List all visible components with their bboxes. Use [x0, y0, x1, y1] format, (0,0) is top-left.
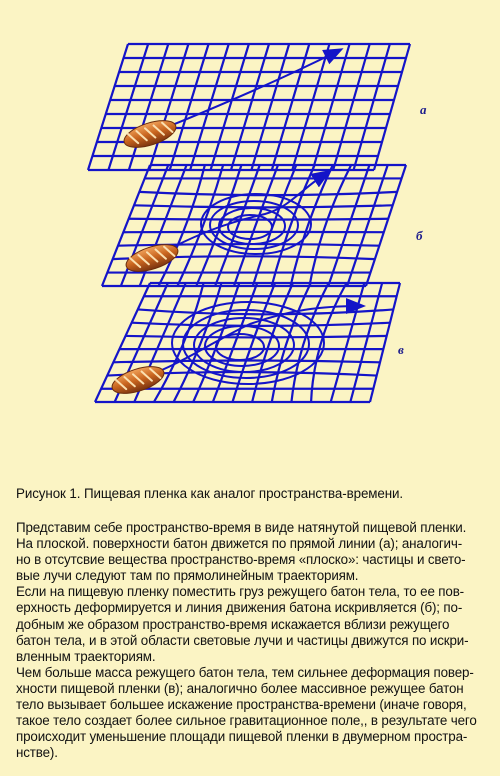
panel-label-b: б [416, 228, 423, 243]
paragraph: Чем больше масса режущего батон тела, тем сильнее деформация повер- хности пищевой пленки (в); аналогично более массивное режущее батон тело вызывает большее искажение пространства-времени (иначе говоря, такое тело создает более сильное гравитационное поле,, в результате чего происходит уменьшение площади пищевой пленки в двумерном простра- нстве). [16, 664, 477, 761]
grid-line [309, 165, 351, 286]
figure-caption: Рисунок 1. Пищевая пленка как аналог пространства-времени. [16, 486, 404, 501]
grid-line [190, 44, 229, 170]
panel-label-v: в [398, 342, 404, 357]
grid-line [129, 219, 389, 220]
panel-label-a: а [420, 102, 427, 117]
grid-line [374, 44, 410, 170]
bread-loaf-icon [121, 115, 179, 153]
body-text [16, 520, 492, 761]
deformation-ring [183, 310, 309, 378]
grid-line [331, 283, 365, 402]
grid-line [272, 44, 309, 170]
grid-line [333, 44, 370, 170]
grid-line [170, 44, 209, 170]
grid-line [292, 44, 329, 170]
grid-panel [88, 44, 410, 170]
grid-line [231, 44, 269, 170]
grid-panel [102, 165, 406, 286]
grid-line [347, 165, 388, 286]
grid-line [366, 165, 406, 286]
grid-line [149, 44, 188, 170]
paragraph: Представим себе пространство-время в виде натянутой пищевой пленки. На плоской. поверхности батон движется по прямой линии (а); аналогич- но в отсутсвие вещества пространство-время «плоско»: частицы и свето- вые лучи следуют там по прямолинейным траекториям. [16, 520, 467, 584]
grid-line [370, 283, 400, 402]
grid-line [129, 44, 168, 170]
grid-line [313, 44, 350, 170]
grid-line [350, 283, 382, 402]
paragraph: Если на пищевую пленку поместить груз режущего батон тела, то ее пов- ерхность деформируется и линия движения батона искривляется (б); по- добным же образом пространство-время искажается вблизи режущего батон тела, и в этой области световые лучи и частицы движутся по искри- вленным траекториям. [16, 584, 469, 664]
grid-line [108, 44, 148, 170]
grid-line [311, 283, 346, 402]
grid-line [328, 165, 369, 286]
grid-panel [95, 283, 400, 402]
grid-line [159, 165, 205, 286]
grid-line [132, 323, 390, 326]
grid-line [88, 44, 128, 170]
grid-line [354, 44, 390, 170]
grid-line [251, 44, 289, 170]
